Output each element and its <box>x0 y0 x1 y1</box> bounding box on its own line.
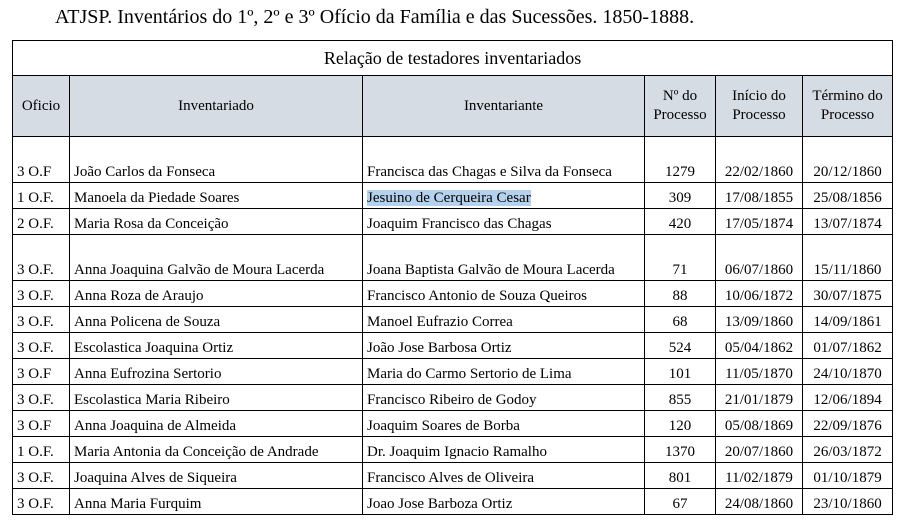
col-header-termino: Término do Processo <box>803 76 893 137</box>
cell-oficio: 3 O.F. <box>13 463 70 489</box>
cell-inventariado: Anna Roza de Araujo <box>70 281 363 307</box>
cell-inventariante: Francisco Antonio de Souza Queiros <box>363 281 645 307</box>
cell-processo: 855 <box>645 385 716 411</box>
cell-termino: 30/07/1875 <box>803 281 893 307</box>
cell-inicio: 22/02/1860 <box>716 137 803 183</box>
cell-inventariado: Manoela da Piedade Soares <box>70 183 363 209</box>
cell-inicio: 06/07/1860 <box>716 235 803 281</box>
col-header-oficio: Oficio <box>13 76 70 137</box>
document-title: ATJSP. Inventários do 1º, 2º e 3º Ofício da Família e das Sucessões. 1850-1888. <box>55 6 695 28</box>
col-header-inventariado: Inventariado <box>70 76 363 137</box>
table-row <box>13 137 893 183</box>
cell-inventariante: Joao Jose Barboza Ortiz <box>363 489 645 515</box>
cell-inicio: 17/08/1855 <box>716 183 803 209</box>
cell-inicio: 21/01/1879 <box>716 385 803 411</box>
cell-inventariante: Francisco Alves de Oliveira <box>363 463 645 489</box>
cell-inicio: 05/04/1862 <box>716 333 803 359</box>
col-header-inventariante: Inventariante <box>363 76 645 137</box>
cell-termino: 26/03/1872 <box>803 437 893 463</box>
cell-inventariado: Anna Joaquina de Almeida <box>70 411 363 437</box>
cell-processo: 420 <box>645 209 716 235</box>
cell-oficio: 3 O.F. <box>13 489 70 515</box>
cell-oficio: 3 O.F <box>13 137 70 183</box>
cell-inicio: 13/09/1860 <box>716 307 803 333</box>
table-row <box>13 385 893 411</box>
cell-oficio: 3 O.F. <box>13 235 70 281</box>
cell-inventariante: Joaquim Francisco das Chagas <box>363 209 645 235</box>
cell-inventariado: Anna Policena de Souza <box>70 307 363 333</box>
cell-processo: 68 <box>645 307 716 333</box>
table-row <box>13 333 893 359</box>
table-row <box>13 307 893 333</box>
highlighted-text: Jesuino de Cerqueira Cesar <box>367 190 531 206</box>
cell-oficio: 3 O.F. <box>13 333 70 359</box>
cell-inicio: 24/08/1860 <box>716 489 803 515</box>
cell-inventariado: Escolastica Maria Ribeiro <box>70 385 363 411</box>
cell-termino: 12/06/1894 <box>803 385 893 411</box>
cell-processo: 309 <box>645 183 716 209</box>
cell-inventariante: João Jose Barbosa Ortiz <box>363 333 645 359</box>
cell-termino: 22/09/1876 <box>803 411 893 437</box>
cell-processo: 71 <box>645 235 716 281</box>
table-row <box>13 209 893 235</box>
cell-termino: 01/07/1862 <box>803 333 893 359</box>
col-header-processo: Nº do Processo <box>645 76 716 137</box>
cell-inventariado: João Carlos da Fonseca <box>70 137 363 183</box>
cell-inicio: 10/06/1872 <box>716 281 803 307</box>
cell-oficio: 3 O.F <box>13 359 70 385</box>
cell-processo: 88 <box>645 281 716 307</box>
cell-inventariado: Anna Eufrozina Sertorio <box>70 359 363 385</box>
table-row <box>13 183 893 209</box>
table-row <box>13 463 893 489</box>
cell-oficio: 1 O.F. <box>13 437 70 463</box>
table-row <box>13 489 893 515</box>
cell-inventariado: Escolastica Joaquina Ortiz <box>70 333 363 359</box>
cell-termino: 23/10/1860 <box>803 489 893 515</box>
table-row <box>13 359 893 385</box>
cell-inicio: 11/02/1879 <box>716 463 803 489</box>
cell-termino: 24/10/1870 <box>803 359 893 385</box>
cell-inventariado: Joaquina Alves de Siqueira <box>70 463 363 489</box>
cell-oficio: 3 O.F <box>13 411 70 437</box>
col-header-inicio: Início do Processo <box>716 76 803 137</box>
cell-inventariado: Anna Joaquina Galvão de Moura Lacerda <box>70 235 363 281</box>
cell-inventariante: Francisco Ribeiro de Godoy <box>363 385 645 411</box>
cell-termino: 14/09/1861 <box>803 307 893 333</box>
cell-termino: 20/12/1860 <box>803 137 893 183</box>
cell-processo: 1279 <box>645 137 716 183</box>
cell-inventariante: Francisca das Chagas e Silva da Fonseca <box>363 137 645 183</box>
cell-oficio: 2 O.F. <box>13 209 70 235</box>
cell-inventariante: Maria do Carmo Sertorio de Lima <box>363 359 645 385</box>
cell-inventariante: Joana Baptista Galvão de Moura Lacerda <box>363 235 645 281</box>
cell-processo: 120 <box>645 411 716 437</box>
cell-inicio: 17/05/1874 <box>716 209 803 235</box>
cell-termino: 15/11/1860 <box>803 235 893 281</box>
testators-table <box>12 40 893 515</box>
table-row <box>13 281 893 307</box>
cell-oficio: 3 O.F. <box>13 307 70 333</box>
table-row <box>13 437 893 463</box>
table-row <box>13 411 893 437</box>
cell-processo: 524 <box>645 333 716 359</box>
cell-oficio: 3 O.F. <box>13 281 70 307</box>
cell-inicio: 11/05/1870 <box>716 359 803 385</box>
cell-oficio: 3 O.F. <box>13 385 70 411</box>
cell-inventariante: Joaquim Soares de Borba <box>363 411 645 437</box>
cell-inventariante <box>363 183 645 209</box>
cell-inicio: 20/07/1860 <box>716 437 803 463</box>
table-caption: Relação de testadores inventariados <box>13 41 893 76</box>
cell-inventariado: Maria Rosa da Conceição <box>70 209 363 235</box>
cell-inicio: 05/08/1869 <box>716 411 803 437</box>
cell-inventariado: Maria Antonia da Conceição de Andrade <box>70 437 363 463</box>
table-row <box>13 235 893 281</box>
cell-inventariante: Manoel Eufrazio Correa <box>363 307 645 333</box>
cell-inventariante: Dr. Joaquim Ignacio Ramalho <box>363 437 645 463</box>
cell-termino: 13/07/1874 <box>803 209 893 235</box>
cell-termino: 25/08/1856 <box>803 183 893 209</box>
cell-processo: 801 <box>645 463 716 489</box>
cell-processo: 101 <box>645 359 716 385</box>
cell-processo: 67 <box>645 489 716 515</box>
cell-oficio: 1 O.F. <box>13 183 70 209</box>
cell-inventariado: Anna Maria Furquim <box>70 489 363 515</box>
cell-termino: 01/10/1879 <box>803 463 893 489</box>
cell-processo: 1370 <box>645 437 716 463</box>
